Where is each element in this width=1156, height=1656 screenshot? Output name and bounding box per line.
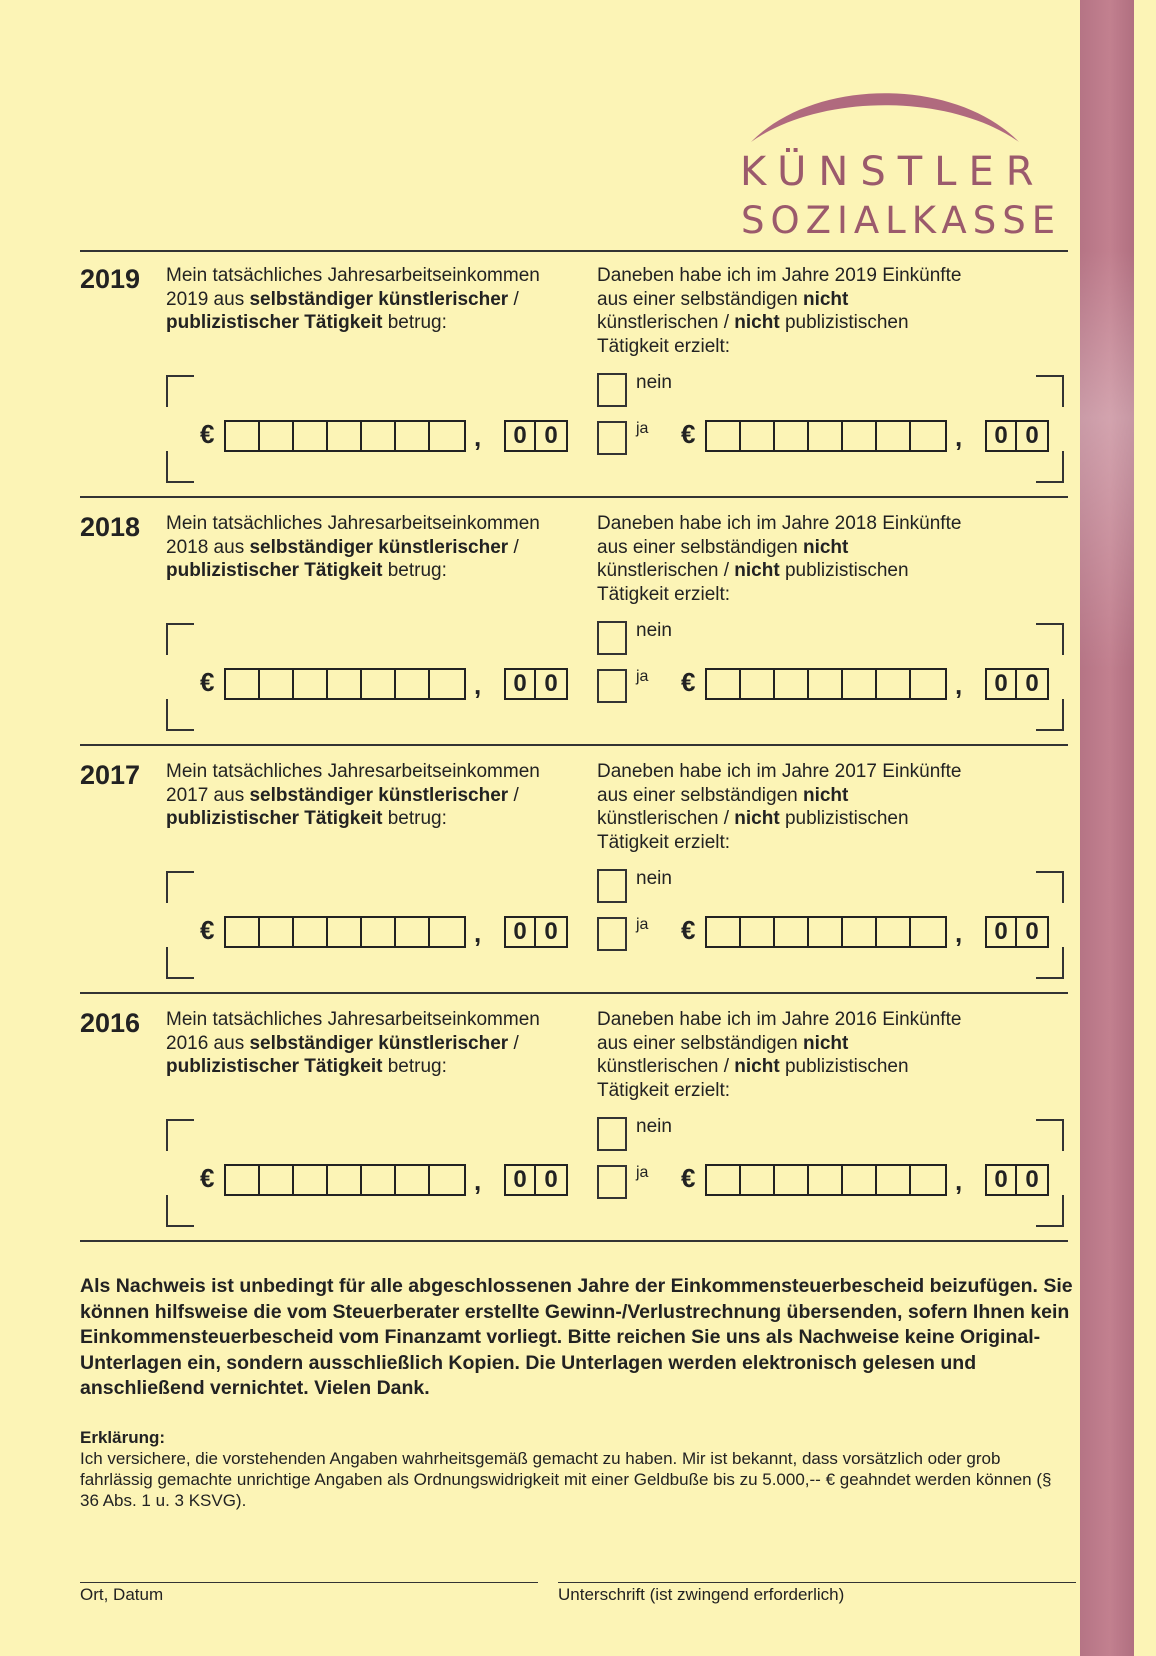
other-income-bold: nicht — [802, 1032, 849, 1054]
income-bold-text: selbständiger künstlerischer — [249, 1032, 509, 1054]
other-income-bold: nicht — [734, 560, 780, 581]
section-year: 2019 — [80, 264, 141, 294]
bracket-corner — [166, 871, 194, 903]
income-bold-text: publizistischer Tätigkeit — [166, 560, 383, 581]
other-income-text: künstlerischen / — [597, 1056, 735, 1077]
bracket-corner — [1036, 623, 1064, 655]
other-cents-field — [985, 916, 1049, 948]
decimal-comma: , — [474, 918, 482, 948]
decimal-comma: , — [955, 422, 963, 452]
cent-digit: 0 — [1025, 918, 1039, 945]
euro-sign: € — [681, 1163, 696, 1193]
income-text-line — [166, 536, 586, 560]
bracket-corner — [1036, 451, 1064, 483]
cent-digit: 0 — [506, 670, 536, 698]
other-cents-field — [985, 1164, 1049, 1196]
logo-line-2: SOZIALKASSE — [741, 199, 1062, 242]
income-description — [166, 264, 586, 335]
other-income-line — [597, 807, 1037, 831]
nein-label: nein — [636, 372, 672, 393]
nein-checkbox[interactable] — [597, 869, 627, 903]
other-income-bold: nicht — [802, 784, 849, 806]
cent-digit: 0 — [544, 918, 558, 945]
decimal-comma: , — [474, 422, 482, 452]
income-amount-field[interactable] — [224, 916, 466, 948]
income-text-line: Mein tatsächliches Jahresarbeitseinkommen — [166, 513, 540, 534]
income-bold-text: selbständiger künstlerischer — [249, 784, 509, 806]
other-income-text: künstlerischen / — [597, 312, 735, 333]
section-divider — [80, 992, 1068, 994]
other-income-line: Tätigkeit erzielt: — [597, 831, 731, 853]
cent-digit: 0 — [544, 670, 558, 697]
other-amount-field[interactable] — [705, 916, 947, 948]
income-text: aus — [208, 784, 250, 806]
income-text: / — [508, 536, 519, 558]
income-cents-field — [504, 668, 568, 700]
income-text: betrug: — [382, 560, 447, 581]
logo-line-1: KÜNSTLER — [740, 149, 1046, 195]
income-bold-text: publizistischer Tätigkeit — [166, 808, 383, 829]
decimal-comma: , — [955, 918, 963, 948]
income-amount-field[interactable] — [224, 420, 466, 452]
nein-label: nein — [636, 620, 672, 641]
cent-digit: 0 — [987, 422, 1017, 450]
cent-digit: 0 — [987, 670, 1017, 698]
bracket-corner — [1036, 871, 1064, 903]
other-income-line: Tätigkeit erzielt: — [597, 583, 731, 605]
bracket-corner — [166, 623, 194, 655]
declaration-title: Erklärung: — [80, 1428, 166, 1447]
bracket-corner — [166, 947, 194, 979]
bracket-corner — [1036, 1119, 1064, 1151]
logo-arc-icon — [745, 85, 1025, 145]
cent-digit: 0 — [544, 1166, 558, 1193]
other-income-line: Daneben habe ich im Jahre 2019 Einkünfte — [597, 265, 962, 286]
place-date-line[interactable] — [80, 1582, 538, 1583]
cent-digit: 0 — [506, 918, 536, 946]
income-bold-text: publizistischer Tätigkeit — [166, 312, 383, 333]
section-divider — [80, 744, 1068, 746]
section-divider — [80, 496, 1068, 498]
nein-label: nein — [636, 1116, 672, 1137]
income-cents-field — [504, 1164, 568, 1196]
decimal-comma: , — [474, 1166, 482, 1196]
bracket-corner — [1036, 699, 1064, 731]
other-income-bold: nicht — [734, 808, 780, 829]
income-cents-field — [504, 916, 568, 948]
income-bold-text: selbständiger künstlerischer — [249, 288, 509, 310]
income-text-line: Mein tatsächliches Jahresarbeitseinkommen — [166, 265, 540, 286]
bracket-corner — [1036, 375, 1064, 407]
other-income-description — [597, 1008, 1037, 1102]
other-cents-field — [985, 420, 1049, 452]
other-income-description — [597, 264, 1037, 358]
other-income-bold: nicht — [802, 288, 849, 310]
other-income-text: aus einer selbständigen — [597, 784, 803, 806]
year-section — [0, 998, 1080, 1238]
income-cents-field — [504, 420, 568, 452]
other-income-text: aus einer selbständigen — [597, 1032, 803, 1054]
income-text: / — [508, 288, 519, 310]
cent-digit: 0 — [1025, 422, 1039, 449]
other-income-line — [597, 288, 1037, 312]
ja-label: ja — [636, 1164, 649, 1181]
euro-sign: € — [200, 667, 215, 697]
nein-checkbox[interactable] — [597, 373, 627, 407]
other-amount-field[interactable] — [705, 420, 947, 452]
ja-checkbox[interactable] — [597, 1165, 627, 1199]
income-text: aus — [208, 288, 250, 310]
income-text-line — [166, 1055, 586, 1079]
other-amount-field[interactable] — [705, 1164, 947, 1196]
cent-digit: 0 — [544, 422, 558, 449]
section-divider — [80, 1240, 1068, 1242]
income-text-line: Mein tatsächliches Jahresarbeitseinkommen — [166, 1009, 540, 1030]
section-year: 2016 — [80, 1008, 141, 1038]
income-description — [166, 512, 586, 583]
section-year: 2018 — [80, 512, 141, 542]
bracket-corner — [166, 1119, 194, 1151]
ja-checkbox[interactable] — [597, 669, 627, 703]
decimal-comma: , — [955, 670, 963, 700]
other-income-line: Daneben habe ich im Jahre 2016 Einkünfte — [597, 1009, 962, 1030]
other-income-line — [597, 1055, 1037, 1079]
income-text: aus — [208, 1032, 250, 1054]
other-income-line: Daneben habe ich im Jahre 2018 Einkünfte — [597, 513, 962, 534]
nein-checkbox[interactable] — [597, 1117, 627, 1151]
bracket-corner — [1036, 947, 1064, 979]
income-text: / — [508, 1032, 519, 1054]
ja-label: ja — [636, 916, 649, 933]
bracket-corner — [166, 375, 194, 407]
income-description — [166, 1008, 586, 1079]
decimal-comma: , — [955, 1166, 963, 1196]
other-income-bold: nicht — [734, 1056, 780, 1077]
cent-digit: 0 — [987, 918, 1017, 946]
section-divider — [80, 250, 1068, 252]
income-text-line: Mein tatsächliches Jahresarbeitseinkommen — [166, 761, 540, 782]
nein-label: nein — [636, 868, 672, 889]
declaration-text: Ich versichere, die vorstehenden Angaben wahrheitsgemäß gemacht zu haben. Mir ist bekannt, dass vorsätzlich oder grob fahrlässig gemachte unrichtige Angaben als Ordnungswidrigkeit mit einer Geldbuße bis zu 5.000,-- € geahndet werden können (§ 36 Abs. 1 u. 3 KSVG). — [80, 1449, 1052, 1510]
income-amount-field[interactable] — [224, 1164, 466, 1196]
income-year: 2019 — [166, 288, 209, 310]
cent-digit: 0 — [506, 422, 536, 450]
other-income-text: publizistischen — [779, 808, 909, 829]
income-text-line — [166, 288, 586, 312]
income-bold-text: selbständiger künstlerischer — [249, 536, 509, 558]
ja-label: ja — [636, 668, 649, 685]
other-income-line: Tätigkeit erzielt: — [597, 1079, 731, 1101]
cent-digit: 0 — [987, 1166, 1017, 1194]
signature-line[interactable] — [558, 1582, 1076, 1583]
income-text: / — [508, 784, 519, 806]
other-income-line — [597, 559, 1037, 583]
nein-checkbox[interactable] — [597, 621, 627, 655]
decimal-comma: , — [474, 670, 482, 700]
bracket-corner — [166, 699, 194, 731]
cent-digit: 0 — [506, 1166, 536, 1194]
euro-sign: € — [681, 915, 696, 945]
place-date-label: Ort, Datum — [80, 1585, 164, 1604]
income-year: 2018 — [166, 536, 209, 558]
income-text: betrug: — [382, 808, 447, 829]
bracket-corner — [166, 451, 194, 483]
proof-notice: Als Nachweis ist unbedingt für alle abgeschlossenen Jahre der Einkommensteuerbescheid beizufügen. Sie können hilfsweise die vom Steuerberater erstellte Gewinn-/Verlustrechnung übersenden, sofern Ihnen kein Einkommensteuerbescheid vom Finanzamt vorliegt. Bitte reichen Sie uns als Nachweise keine Original-Unterlagen ein, sondern ausschließlich Kopien. Die Unterlagen werden elektronisch gelesen und anschließend vernichtet. Vielen Dank. — [80, 1275, 1073, 1399]
strip-shade — [1080, 250, 1134, 670]
income-amount-field[interactable] — [224, 668, 466, 700]
income-year: 2016 — [166, 1032, 209, 1054]
income-text-line — [166, 784, 586, 808]
other-cents-field — [985, 668, 1049, 700]
ja-checkbox[interactable] — [597, 421, 627, 455]
other-income-text: künstlerischen / — [597, 808, 735, 829]
income-text-line — [166, 559, 586, 583]
cent-digit: 0 — [1025, 1166, 1039, 1193]
cent-digit: 0 — [1025, 670, 1039, 697]
year-section — [0, 750, 1080, 990]
other-income-line — [597, 1032, 1037, 1056]
euro-sign: € — [200, 1163, 215, 1193]
other-income-text: publizistischen — [779, 1056, 909, 1077]
income-text-line — [166, 1032, 586, 1056]
other-income-line: Tätigkeit erzielt: — [597, 335, 731, 357]
other-income-line: Daneben habe ich im Jahre 2017 Einkünfte — [597, 761, 962, 782]
income-bold-text: publizistischer Tätigkeit — [166, 1056, 383, 1077]
section-year: 2017 — [80, 760, 141, 790]
euro-sign: € — [681, 419, 696, 449]
income-text: betrug: — [382, 1056, 447, 1077]
other-income-description — [597, 760, 1037, 854]
kuenstlersozialkasse-logo — [740, 85, 1062, 242]
other-income-line — [597, 311, 1037, 335]
income-description — [166, 760, 586, 831]
bracket-corner — [166, 1195, 194, 1227]
side-color-strip — [1080, 0, 1134, 1656]
income-text: aus — [208, 536, 250, 558]
other-income-line — [597, 784, 1037, 808]
signature-label: Unterschrift (ist zwingend erforderlich) — [558, 1585, 845, 1604]
income-text: betrug: — [382, 312, 447, 333]
ja-label: ja — [636, 420, 649, 437]
other-income-line — [597, 536, 1037, 560]
euro-sign: € — [200, 419, 215, 449]
other-income-text: publizistischen — [779, 560, 909, 581]
ja-checkbox[interactable] — [597, 917, 627, 951]
other-amount-field[interactable] — [705, 668, 947, 700]
income-text-line — [166, 807, 586, 831]
other-income-text: künstlerischen / — [597, 560, 735, 581]
other-income-description — [597, 512, 1037, 606]
other-income-text: aus einer selbständigen — [597, 536, 803, 558]
income-year: 2017 — [166, 784, 209, 806]
income-text-line — [166, 311, 586, 335]
euro-sign: € — [200, 915, 215, 945]
other-income-text: aus einer selbständigen — [597, 288, 803, 310]
euro-sign: € — [681, 667, 696, 697]
other-income-bold: nicht — [802, 536, 849, 558]
other-income-text: publizistischen — [779, 312, 909, 333]
bracket-corner — [1036, 1195, 1064, 1227]
year-section — [0, 254, 1080, 494]
year-section — [0, 502, 1080, 742]
other-income-bold: nicht — [734, 312, 780, 333]
